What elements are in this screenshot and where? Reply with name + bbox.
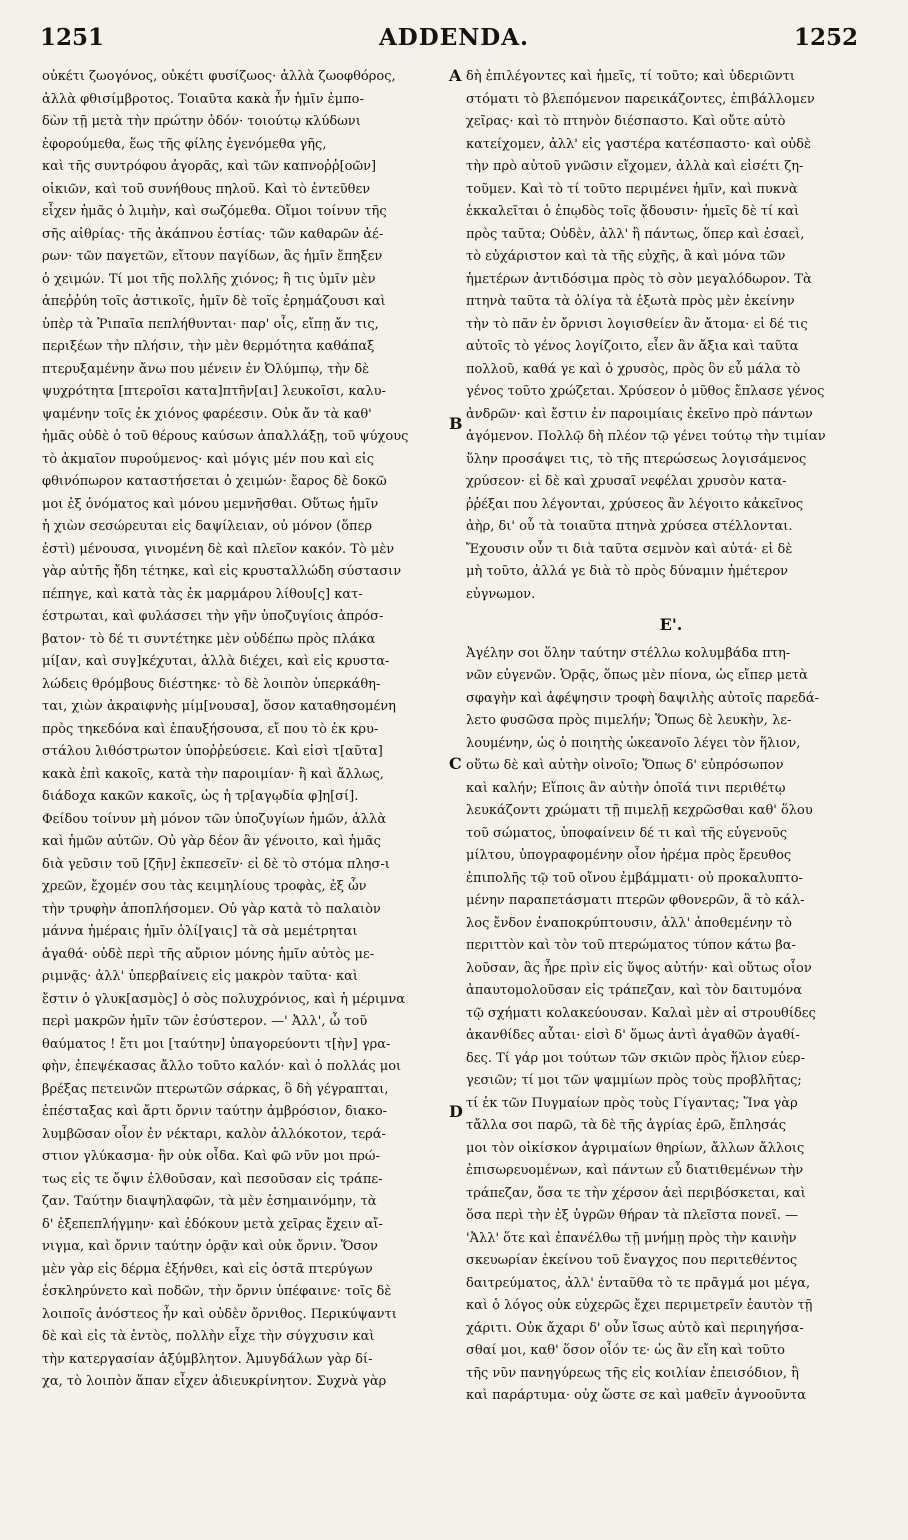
text-line: Ἀγέλην σοι ὅλην ταύτην στέλλω κολυμβάδα πτη- [466, 645, 791, 661]
text-line: λοῦσαν, ἃς ἦρε πρὶν εἰς ὕψος αὐτήν· καὶ οὕτως οἷον [466, 960, 812, 976]
text-line: πολλοῦ, καθά γε καὶ ὁ χρυσὸς, πρὸς ὃν εὖ μάλα τὸ [466, 361, 801, 377]
text-line: ριμνᾷς· ἀλλ' ὑπερβαίνεις εἰς μακρὸν ταῦτα· καὶ [42, 969, 358, 984]
text-line: χρεῶν, ἔχομέν σου τὰς κειμηλίους τροφὰς, ἐξ ὧν [42, 879, 367, 894]
text-line: λουμένην, ὡς ὁ ποιητὴς ὠκεανοῖο λέγει τὸν ἥλιον, [466, 735, 801, 751]
text-line: πτηνὰ ταῦτα τὰ ὀλίγα τὰ ἐξωτὰ πρὸς μὲν ἐκείνην [466, 294, 795, 309]
text-line: ἐστὶ) μένουσα, γινομένη δὲ καὶ πλεῖον κακόν. Τὸ μὲν [42, 541, 395, 557]
text-line: λετο φυσῶσα πρὸς πιμελήν; Ὅπως δὲ λευκὴν, λε- [466, 713, 792, 728]
text-line: ἐπιπολῆς τῷ τοῦ οἴνου ἐμβάμματι· οὐ προκαλυπτο- [466, 870, 803, 886]
text-line: καὶ ἡμῶν αὐτῶν. Οὐ γὰρ δέον ἂν γένοιτο, καὶ ἡμᾶς [42, 834, 381, 849]
text-line: τράπεζαν, ὅσα τε τὴν χέρσον ἀεὶ περιβόσκεται, καὶ [466, 1185, 806, 1201]
text-line: έστρωται, καὶ φυλάσσει τὴν γῆν ὑποζυγίοις ἀπρόσ- [42, 609, 384, 624]
text-line: περιξέων τὴν πλήσιν, τὴν μὲν θερμότητα καθάπαξ [42, 339, 375, 354]
text-line: ἡμᾶς οὐδὲ ὁ τοῦ θέρους καύσων ἀπαλλάξῃ, τοῦ ψύχους [42, 429, 409, 444]
text-line: τὸ ἀκμαῖον πυρούμενος· καὶ μόγις μέν που καὶ εἰς [42, 451, 375, 467]
text-line: ἐπέσταξας καὶ ἄρτι ὄρνιν ταύτην ἀμβρόσιον, διακο- [42, 1104, 388, 1119]
text-line: ψαμένην τοῖς ἐκ χιόνος φαρέεσιν. Οὐκ ἄν τὰ καθ' [42, 406, 372, 422]
text-line: λυμβῶσαν οἷον ἐν νέκταρι, καλὸν ἀλλόκοτον, τερά- [42, 1126, 386, 1142]
text-line: τὴν τρυφὴν ἀποπλήσομεν. Οὐ γὰρ κατὰ τὸ παλαιὸν [42, 901, 381, 917]
left-page-number: 1251 [40, 24, 105, 51]
running-title: ADDENDA. [378, 24, 530, 51]
text-line: τί ἐκ τῶν Πυγμαίων πρὸς τοὺς Γίγαντας; Ἵνα γὰρ [466, 1095, 798, 1111]
text-line: καὶ ὁ λόγος οὐκ εὐχερῶς ἔχει περιμετρεῖν ἑαυτὸν τῇ [466, 1298, 813, 1313]
text-line: ἐσκληρύνετο καὶ ποδῶν, τὴν ὄρνιν ὑπέφαινε· τοῖς δὲ [42, 1284, 392, 1299]
text-line: δὴ ἐπιλέγοντες καὶ ἡμεῖς, τί τοῦτο; καὶ ὑδεριῶντι [466, 69, 795, 84]
text-line: λοιποῖς ἀνόστεος ἦν καὶ οὐδὲν ὄρνιθος. Περικύψαντι [42, 1306, 397, 1322]
text-line: μὲν γὰρ εἰς δέρμα ἐξήνθει, καὶ εἰς ὀστᾶ πτερύγων [42, 1261, 373, 1277]
text-line: σφαγὴν καὶ ἀφέψησιν τροφὴ δαψιλὴς αὐτοῖς παρεδά- [466, 690, 820, 706]
text-line: ἐφορούμεθα, ἕως τῆς φίλης ἐγενόμεθα γῆς, [42, 136, 327, 152]
text-line: θαύματος ! ἔτι μοι [ταύτην] ὑπαγορεύοντι τ[ὴν] γρα- [42, 1036, 391, 1052]
margin-marker-a: A [449, 66, 462, 85]
text-line: στιον γλύκασμα· ἣν οὐκ οἶδα. Καὶ φῶ νῦν μοι πρώ- [42, 1149, 380, 1164]
text-line: μένην παραπετάσματι πτερῶν φθονερῶν, ἃ τὸ κάλ- [466, 893, 805, 908]
text-line: σθαί μοι, καθ' ὅσον οἷόν τε· ὡς ἂν εἴη καὶ τοῦτο [466, 1343, 785, 1358]
text-line: εἶχεν ἡμᾶς ὁ λιμὴν, καὶ σωζόμεθα. Οἴμοι τοίνυν τῆς [42, 204, 387, 219]
right-column [466, 66, 876, 1408]
text-line: αὐτοῖς τὸ γένος λογίζοιτο, εἶεν ἂν ἄξια καὶ ταῦτα [466, 339, 799, 354]
text-line: διάδοχα κακῶν κακοῖς, ὡς ἡ τρ[αγῳδία φ]η[σί]. [42, 789, 359, 804]
text-line: ἀλλὰ φθισίμβροτος. Τοιαῦτα κακὰ ἦν ἡμῖν ἐμπο- [42, 91, 364, 107]
text-line: στόματι τὸ βλεπόμενον παρεικάζοντες, ἐπιβάλλομεν [466, 91, 815, 107]
text-line: μί[αν, καὶ συγ]κέχυται, ἀλλὰ διέχει, καὶ εἰς κρυστα- [42, 654, 390, 669]
margin-marker-c: C [449, 754, 462, 773]
text-line: λευκάζοντι χρώματι τῇ πιμελῇ κεχρῶσθαι καθ' ὅλου [466, 803, 813, 818]
text-line: ὅσα περὶ τὴν ἐξ ὑγρῶν θήραν τὰ πλεῖστα πονεῖ. — [466, 1208, 799, 1223]
text-line: γὰρ αὐτῆς ἤδη τέτηκε, καὶ εἰς κρυσταλλώδη σύστασιν [42, 564, 402, 579]
text-line: Φείδου τοίνυν μὴ μόνον τῶν ὑποζυγίων ἡμῶν, ἀλλὰ [42, 811, 387, 827]
text-line: ἀπαυτομολοῦσαν εἰς τράπεζαν, καὶ τὸν δαιτυμόνα [466, 983, 803, 998]
text-line: δ' ἐξεπεπλήγμην· καὶ ἐδόκουν μετὰ χεῖρας ἔχειν αἴ- [42, 1216, 383, 1232]
text-line: γεσιῶν; τί μοι τῶν ψαμμίων πρὸς τοὺς προβλῆτας; [466, 1073, 802, 1088]
text-line: οὕτω δὲ καὶ αὐτὴν οἰνοῖο; Ὅπως δ' εὐπρόσωπον [466, 758, 784, 773]
text-line: κατείχομεν, ἀλλ' εἰς γαστέρα κατέσπαστο· καὶ οὐδὲ [466, 136, 811, 152]
right-page-number: 1252 [793, 24, 858, 51]
text-line: Ἔχουσιν οὖν τι διὰ ταῦτα σεμνὸν καὶ αὐτά· εἰ δὲ [466, 541, 793, 557]
text-line: ὁ χειμών. Τί μοι τῆς πολλῆς χιόνος; ἣ τις ὑμῖν μὲν [42, 271, 376, 287]
text-line: εὐγνωμον. [466, 586, 536, 602]
left-column [42, 66, 442, 1394]
text-line: ῤῥέξαι που λέγονται, χρύσεος ἂν λέγοιτο κἀκεῖνος [466, 496, 804, 512]
text-line: τοῦ σώματος, ὑποφαίνειν δέ τι καὶ τῆς εὐγενοῦς [466, 825, 788, 841]
text-line: σῆς αἰθρίας· τῆς ἀκάπνου ἑστίας· τῶν καθαρῶν ἀέ- [42, 226, 384, 242]
text-line: ὑπὲρ τὰ Ῥιπαῖα πεπλήθυνται· παρ' οἷς, εἴπῃ ἄν τις, [42, 316, 379, 332]
text-line: οἰκιῶν, καὶ τοῦ συνήθους πηλοῦ. Καὶ τὸ ἐντεῦθεν [42, 181, 371, 197]
text-line: χεῖρας· καὶ τὸ πτηνὸν διέσπαστο. Καὶ οὔτε αὐτὸ [466, 114, 786, 129]
text-line: ἔστιν ὁ γλυκ[ασμὸς] ὁ σὸς πολυχρόνιος, καὶ ἡ μέριμνα [42, 991, 406, 1007]
text-line: δὼν τῇ μετὰ τὴν πρώτην ὁδόν· τοιούτῳ κλύδωνι [42, 114, 361, 129]
text-line: ἀπεῤῥύη τοῖς ἀστικοῖς, ἡμῖν δὲ τοῖς ἐρημάζουσι καὶ [42, 294, 386, 309]
text-line: ἀνδρῶν· καὶ ἔστιν ἐν παροιμίαις ἐκεῖνο πρὸ πάντων [466, 406, 813, 422]
text-line: στάλου λιθόστρωτον ὑποῤῥεύσειε. Καὶ εἰσὶ τ[αῦτα] [42, 744, 383, 759]
text-line: τὴν τὸ πᾶν ἐν ὄρνισι λογισθείεν ἂν ἄτομα· εἰ δέ τις [466, 316, 808, 332]
text-line: ψυχρότητα [πτεροῖσι κατα]πτῆν[αι] λευκοῖσι, καλυ- [42, 384, 386, 399]
text-line: νιγμα, καὶ ὄρνιν ταύτην ὁρᾷν καὶ οὐκ ὄρνιν. Ὅσον [42, 1239, 378, 1254]
text-line: τὸ εὐχάριστον καὶ τὰ τῆς εὐχῆς, ἃ καὶ μόνα τῶν [466, 249, 786, 264]
text-line: χα, τὸ λοιπὸν ἅπαν εἶχεν ἀδιευκρίνητον. Συχνὰ γὰρ [42, 1374, 387, 1389]
text-line: τοῦμεν. Καὶ τὸ τί τοῦτο περιμένει ἡμῖν, καὶ πυκνὰ [466, 181, 798, 197]
text-line: τἄλλα σοι παρῶ, τὰ δὲ τῆς ἀγρίας ἐρῶ, ἔπλησάς [466, 1118, 786, 1133]
text-line: χάριτι. Οὐκ ἄχαρι δ' οὖν ἴσως αὐτὸ καὶ περιηγήσα- [466, 1320, 804, 1336]
text-line: χρύσεον· εἰ δὲ καὶ χρυσαῖ νεφέλαι χρυσὸν κατα- [466, 474, 787, 489]
text-line: ἀγαθά· οὐδὲ περὶ τῆς αὔριον μόνης ἡμῖν αὐτὸς με- [42, 946, 375, 962]
text-line: τῷ σχήματι κολακεύουσαν. Καλαὶ μὲν αἱ στρουθίδες [466, 1005, 816, 1021]
text-line: ζαν. Ταύτην διαψηλαφῶν, τὰ μὲν ἐσημαινόμην, τὰ [42, 1194, 377, 1209]
text-line: ὕλην προσάψει τις, τὸ τῆς πτερώσεως λογισάμενος [466, 451, 807, 467]
text-line: κακὰ ἐπὶ κακοῖς, κατὰ τὴν παροιμίαν· ἢ καὶ ἄλλως, [42, 766, 384, 782]
text-line: βρέξας πετεινῶν πτερωτῶν σάρκας, ὃ δὴ γέγραπται, [42, 1081, 389, 1097]
text-line: λος ἔνδον ἐναποκρύπτουσιν, ἀλλ' ἀποθεμένην τὸ [466, 915, 792, 931]
text-line: ται, χιὼν ἀκραιφνὴς μίμ[νουσα], ὅσον καταθησομένη [42, 699, 396, 714]
text-line: τως εἰς τε ὄψιν ἐλθοῦσαν, καὶ πεσοῦσαν εἰς τράπε- [42, 1171, 383, 1187]
text-line: καὶ τῆς συντρόφου ἀγορᾶς, καὶ τῶν καπνοῤῥ[οῶν] [42, 159, 377, 174]
margin-marker-d: D [449, 1102, 463, 1121]
text-line: τῆς νῦν πανηγύρεως τῆς εἰς κοιλίαν ἐπεισόδιον, ἢ [466, 1365, 799, 1381]
right-column-bottom-text [466, 643, 876, 1408]
text-line: ἐκκαλεῖται ὁ ἐπῳδὸς τοῖς ᾄδουσιν· ἡμεῖς δὲ τί καὶ [466, 204, 800, 219]
text-line: μοι τὸν οἰκίσκον ἀγριμαίων θηρίων, ἄλλων ἄλλοις [466, 1140, 805, 1156]
text-line: πέπηγε, καὶ κατὰ τὰς ἐκ μαρμάρου λίθου[ς] κατ- [42, 586, 363, 602]
text-line: μοι ἐξ ὀνόματος καὶ μόνου μεμνῆσθαι. Οὕτως ἡμῖν [42, 496, 379, 512]
text-line: πρὸς ταῦτα; Οὐδὲν, ἀλλ' ἢ πάντως, ὅπερ καὶ ἐσαεὶ, [466, 226, 805, 242]
text-line: λώδεις θρόμβους διέστηκε· τὸ δὲ λοιπὸν ὑπερκάθη- [42, 676, 381, 692]
text-line: ἐπισωρευομένων, καὶ πάντων εὖ διατιθεμένων τὴν [466, 1163, 804, 1178]
page-header [0, 8, 908, 58]
text-line: ἡ χιὼν σεσώρευται εἰς δαψίλειαν, οὐ μόνον (ὅπερ [42, 519, 372, 534]
section-heading: E'. [659, 615, 683, 634]
text-line: τὴν κατεργασίαν ἀξύμβλητον. Ἀμυγδάλων γὰρ δί- [42, 1351, 373, 1367]
text-line: φὴν, ἐπεψέκασας ἄλλο τοῦτο καλόν· καὶ ὁ πολλάς μοι [42, 1059, 402, 1074]
text-line: πτερυξαμένην ἄνω που μένειν ἐν Ὀλύμπῳ, τὴν δὲ [42, 361, 370, 377]
text-line: γένος τοῦτο χρώζεται. Χρύσεον ὁ μῦθος ἔπλασε γένος [466, 384, 825, 399]
text-line: διὰ γεῦσιν τοῦ [ζῆν] ἐκπεσεῖν· εἰ δὲ τὸ στόμα πλησ-ι [42, 856, 390, 872]
text-line: ἡμετέρων ἀντιδόσιμα πρὸς τὸ σὸν μεγαλόδωρον. Τὰ [466, 271, 812, 287]
text-line: δες. Τί γάρ μοι τούτων τῶν σκιῶν πρὸς ἥλιον εὐερ- [466, 1050, 805, 1066]
text-line: περὶ μακρῶν ἡμῖν τῶν ἐσύστερον. —' Ἀλλ', ὦ τοῦ [42, 1014, 368, 1029]
text-line: βατον· τὸ δέ τι συντέτηκε μὲν οὐδέπω πρὸς πλάκα [42, 631, 376, 647]
text-line: φθινόπωρον καταστήσεται ὁ χειμών· ἔαρος δὲ δοκῶ [42, 474, 387, 489]
text-line: πρὸς τηκεδόνα καὶ ἐπαυξήσουσα, εἴ που τὸ ἐκ κρυ- [42, 721, 379, 737]
text-line: δαιτρεύματος, ἀλλ' ἐνταῦθα τὸ τε πρᾶγμά μοι μέγα, [466, 1275, 811, 1291]
text-line: μάννα ἡμέραις ἡμῖν ὀλί[γαις] τὰ σὰ μεμέτρηται [42, 924, 358, 939]
text-line: μίλτου, ὑπογραφομένην οἷον ἠρέμα πρὸς ἔρευθος [466, 848, 792, 863]
text-line: ρων· τῶν παγετῶν, εἴτουν παγίδων, ἃς ἡμῖν ἔπηξεν [42, 249, 383, 264]
text-line: τὴν πρὸ αὐτοῦ γνῶσιν εἴχομεν, ἀλλὰ καὶ εἰσέτι ζη- [466, 159, 804, 174]
text-line: ἀγόμενον. Πολλῷ δὴ πλέον τῷ γένει τούτῳ τὴν τιμίαν [466, 429, 826, 444]
margin-marker-b: B [449, 414, 463, 433]
text-line: ἀὴρ, δι' οὗ τὰ τοιαῦτα πτηνὰ χρύσεα στέλλονται. [466, 519, 793, 534]
text-line: σκευωρίαν ἐκείνου τοῦ ἔναγχος που περιτεθέντος [466, 1253, 798, 1268]
text-line: ἀκανθίδες αὗται· εἰσὶ δ' ὅμως ἀντὶ ἀγαθῶν ἀγαθί- [466, 1028, 800, 1043]
text-line: καὶ καλήν; Εἴποις ἂν αὐτὴν ὁποῖά τινι περιθέτῳ [466, 780, 786, 796]
text-line: οὐκέτι ζωογόνος, οὐκέτι φυσίζωος· ἀλλὰ ζωοφθόρος, [42, 69, 396, 84]
text-line: δὲ καὶ εἰς τὰ ἐντὸς, πολλὴν εἶχε τὴν σύγχυσιν καὶ [42, 1329, 375, 1344]
text-line: νῶν εὐγενῶν. Ὁρᾷς, ὅπως μὲν πίονα, ὡς εἴπερ μετὰ [466, 668, 808, 683]
text-line: 'Ἀλλ' ὅτε καὶ ἐπανέλθω τῇ μνήμῃ πρὸς τὴν καινὴν [466, 1230, 797, 1246]
text-line: καὶ παράρτυμα· οὐχ ὥστε σε καὶ μαθεῖν ἀγνοοῦντα [466, 1388, 807, 1403]
text-line: περιττὸν καὶ τὸν τοῦ πτερώματος τύπον κάτω βα- [466, 938, 796, 953]
text-line: μὴ τοῦτο, ἀλλά γε διὰ τὸ πρὸς δύναμιν ἡμέτερον [466, 564, 789, 579]
right-column-top-text [466, 66, 876, 606]
